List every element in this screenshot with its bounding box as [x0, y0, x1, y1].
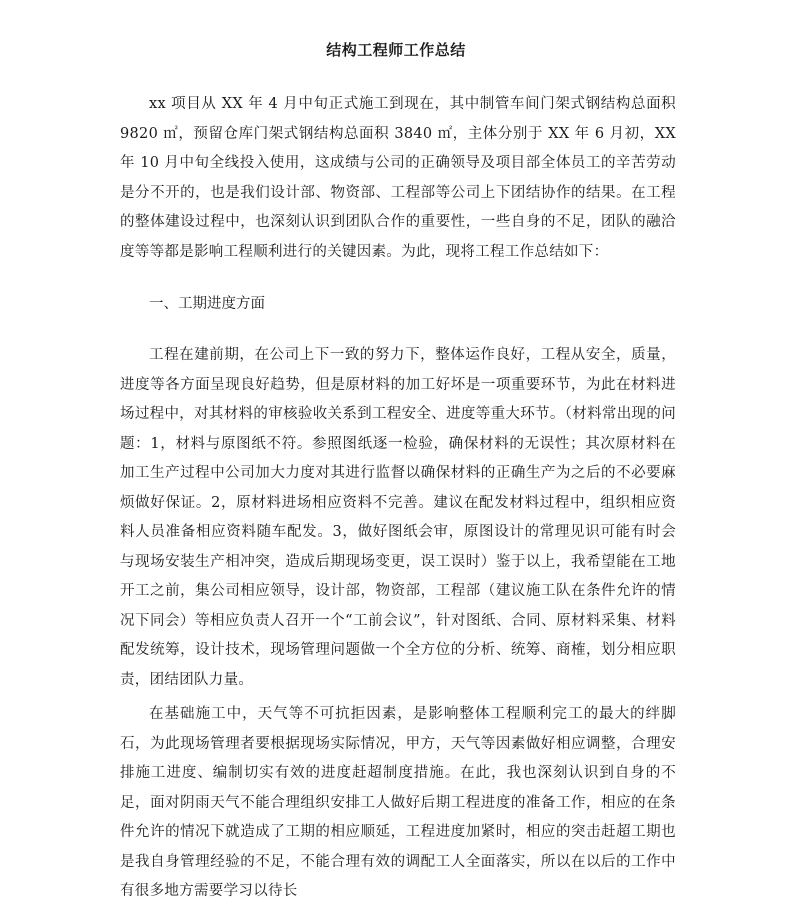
intro-paragraph: xx 项目从 XX 年 4 月中旬正式施工到现在，其中制管车间门架式钢结构总面积 9820 ㎡，预留仓库门架式钢结构总面积 3840 ㎡，主体分别于 XX 年 6 月初，XX 年 10 月中旬全线投入使用，这成绩与公司的正确领导及项目部全体员工的辛苦劳动是分不开的，也是我们设计部、物资部、工程部等公司上下团结协作的结果。在工程的整体建设过程中，也深刻认识到团队合作的重要性，一些自身的不足，团队的融洽度等等都是影响工程顺利进行的关键因素。为此，现将工程工作总结如下： [120, 96, 676, 260]
document-title: 结构工程师工作总结 [326, 41, 466, 59]
schedule-paragraph: 工程在建前期，在公司上下一致的努力下，整体运作良好，工程从安全，质量，进度等各方面呈现良好趋势，但是原材料的加工好坏是一项重要环节，为此在材料进场过程中，对其材料的审核验收关系到工程安全、进度等重大环节。（材料常出现的问题：1，材料与原图纸不符。参照图纸逐一检验，确保材料的无误性；其次原材料在加工生产过程中公司加大力度对其进行监督以确保材料的正确生产为之后的不必要麻烦做好保证。2，原材料进场相应资料不完善。建议在配发材料过程中，组织相应资料人员准备相应资料随车配发。3，做好图纸会审，原图设计的常理见识可能有时会与现场安装生产相冲突，造成后期现场变更，误工误时）鉴于以上，我希望能在工地开工之前，集公司相应领导，设计部，物资部，工程部（建议施工队在条件允许的情况下同会）等相应负责人召开一个“工前会议”，针对图纸、合同、原材料采集、材料配发统筹，设计技术，现场管理问题做一个全方位的分析、统筹、商榷，划分相应职责，团结团队力量。 [120, 347, 676, 688]
section-heading-schedule: 一、工期进度方面 [149, 296, 265, 312]
foundation-paragraph: 在基础施工中，天气等不可抗拒因素，是影响整体工程顺利完工的最大的绊脚石，为此现场管理者要根据现场实际情况，甲方，天气等因素做好相应调整，合理安排施工进度、编制切实有效的进度赶超制度措施。在此，我也深刻认识到自身的不足，面对阴雨天气不能合理组织安排工人做好后期工程进度的准备工作，相应的在条件允许的情况下就造成了工期的相应顺延，工程进度加紧时，相应的突击赶超工期也是我自身管理经验的不足，不能合理有效的调配工人全面落实，所以在以后的工作中有很多地方需要学习以待长 [120, 706, 676, 899]
